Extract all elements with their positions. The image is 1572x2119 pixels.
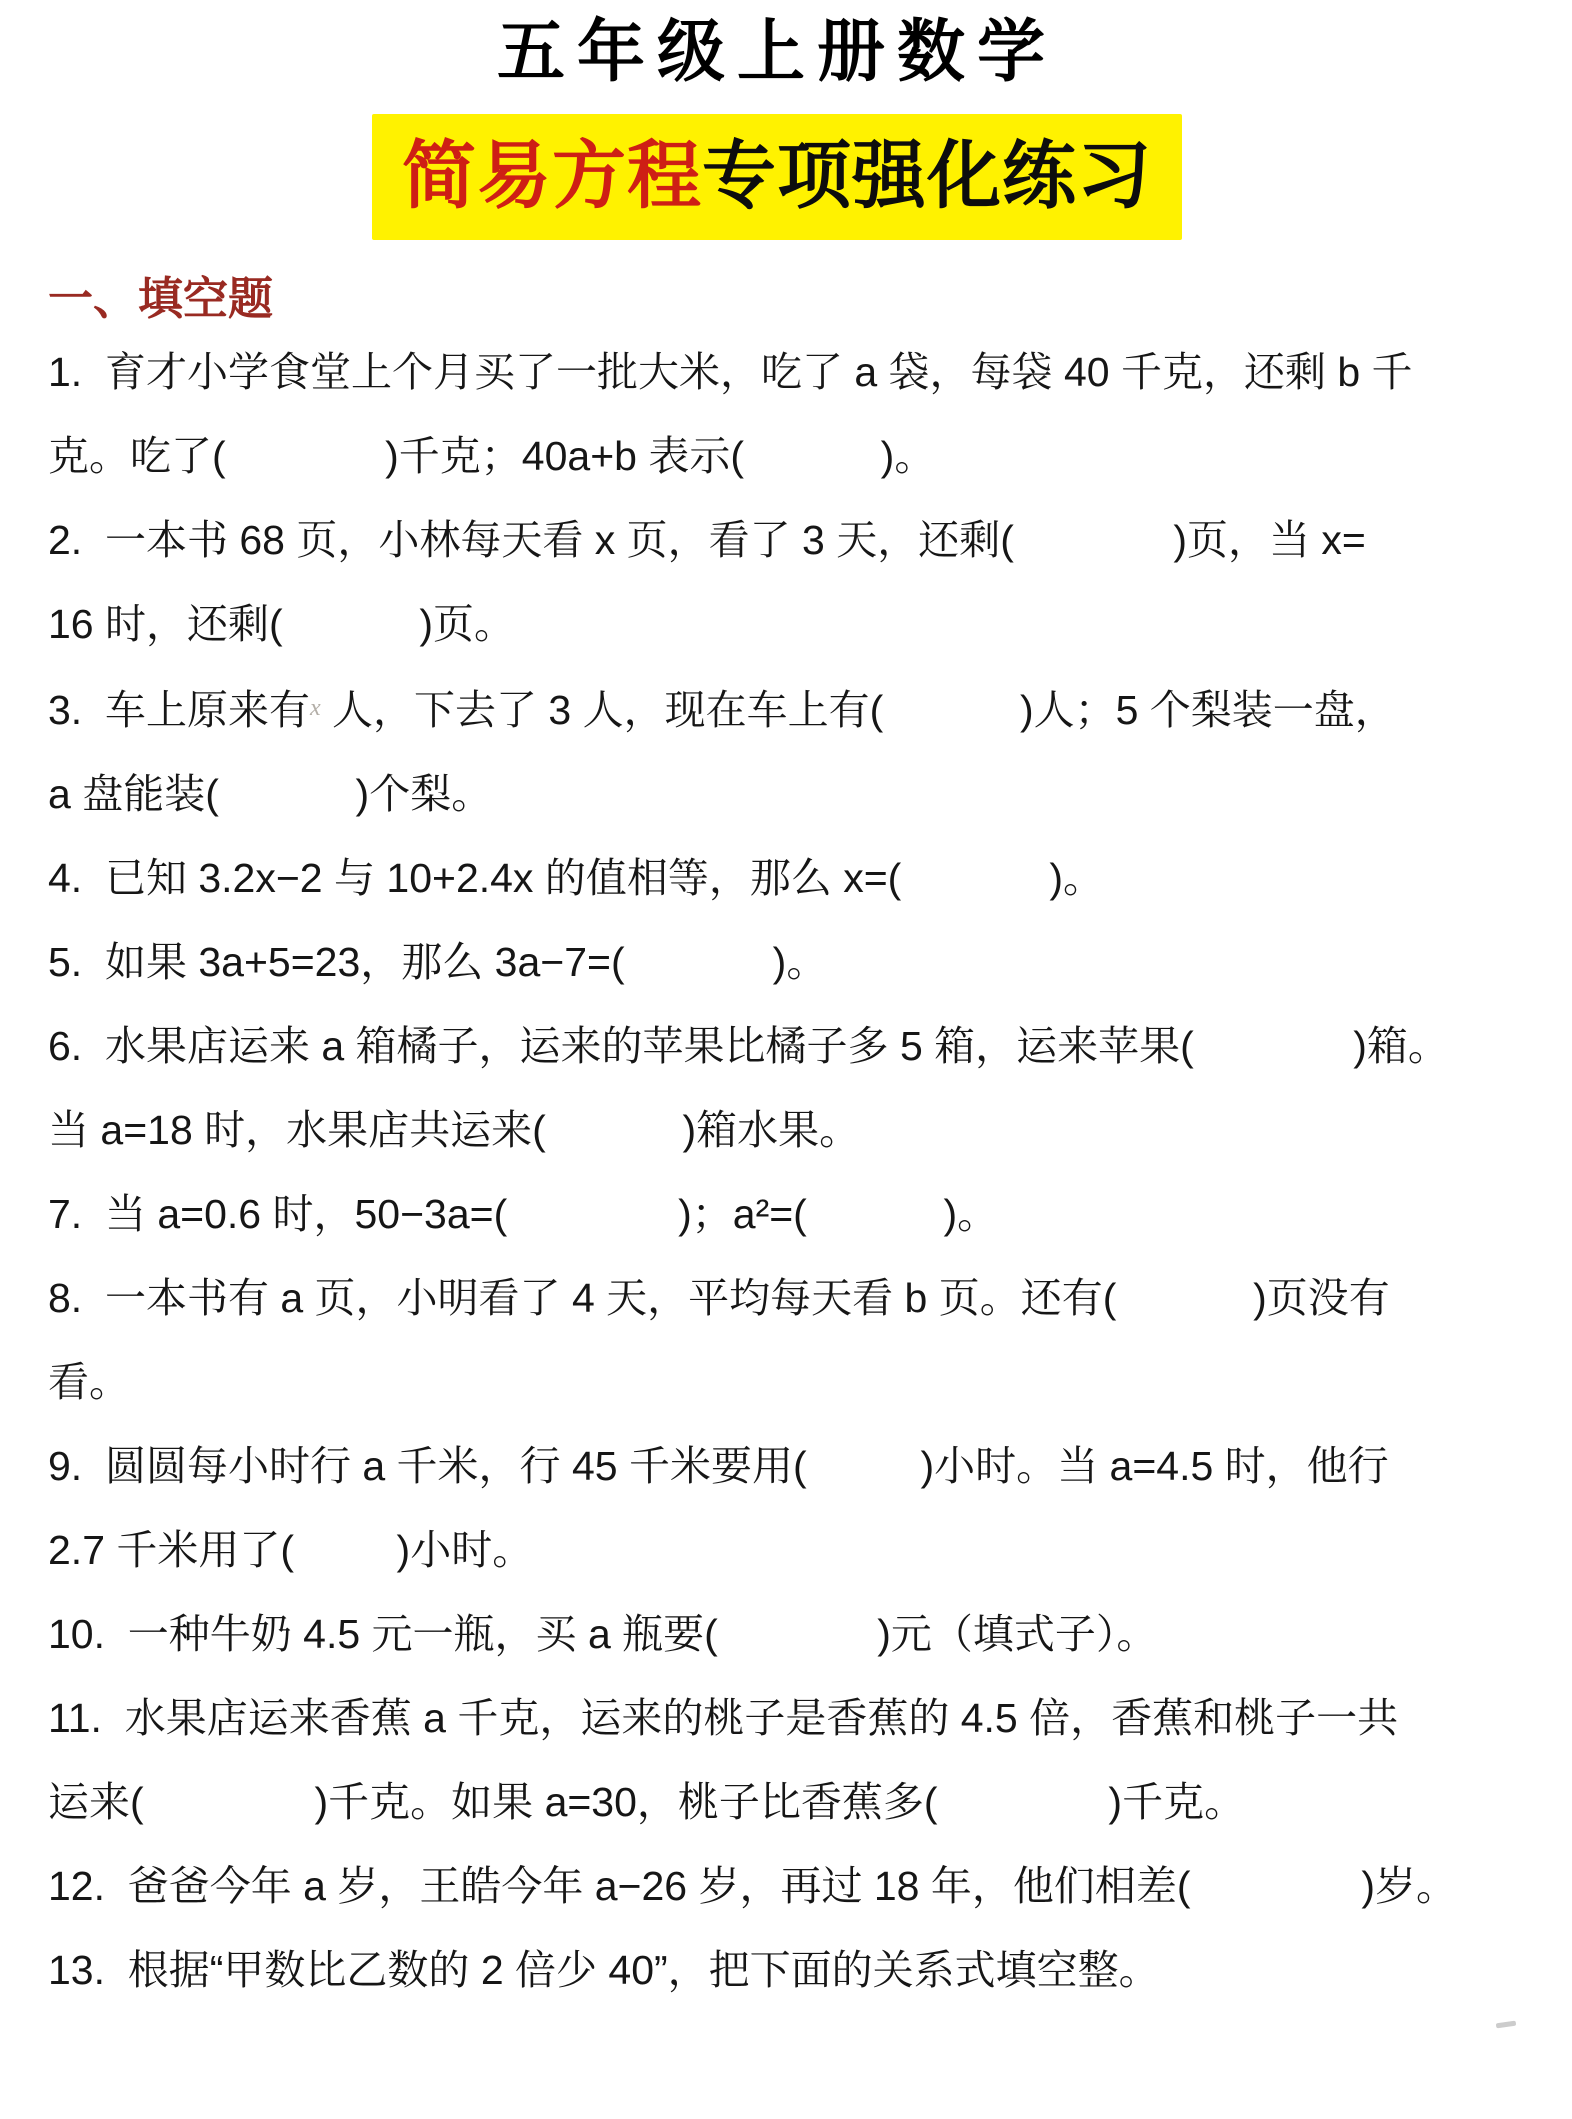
question-8	[48, 1256, 1506, 1424]
worksheet-page	[0, 14, 1572, 2119]
question-line: 16 时，还剩( )页。	[48, 601, 515, 647]
page-title: 五年级上册数学	[496, 14, 1057, 90]
question-text: 3. 车上原来有	[48, 687, 310, 733]
question-9	[48, 1424, 1506, 1592]
question-5	[48, 920, 1506, 1004]
banner-highlight-text: 简易方程	[402, 134, 702, 217]
scan-artifact-mark	[1496, 2021, 1517, 2029]
question-line: 7. 当 a=0.6 时，50−3a=( )；a²=( )。	[48, 1191, 999, 1237]
question-line: 4. 已知 3.2x−2 与 10+2.4x 的值相等，那么 x=( )。	[48, 855, 1105, 901]
question-10	[48, 1592, 1506, 1676]
question-6	[48, 1004, 1506, 1172]
question-4	[48, 836, 1506, 920]
question-11	[48, 1676, 1506, 1844]
question-line: 13. 根据“甲数比乙数的 2 倍少 40”，把下面的关系式填空整。	[48, 1947, 1160, 1993]
question-line: a 盘能装( )个梨。	[48, 771, 493, 817]
question-line: 当 a=18 时，水果店共运来( )箱水果。	[48, 1107, 861, 1153]
question-13	[48, 1928, 1506, 2012]
question-line: 5. 如果 3a+5=23，那么 3a−7=( )。	[48, 939, 828, 985]
banner-rest-text: 专项强化练习	[702, 134, 1152, 217]
highlight-banner-row	[48, 114, 1506, 240]
question-line: 看。	[48, 1359, 130, 1405]
question-3	[48, 666, 1506, 836]
question-line: 10. 一种牛奶 4.5 元一瓶，买 a 瓶要( )元（填式子）。	[48, 1611, 1158, 1657]
question-7	[48, 1172, 1506, 1256]
question-line: 运来( )千克。如果 a=30，桃子比香蕉多( )千克。	[48, 1779, 1246, 1825]
highlight-banner	[372, 114, 1182, 240]
question-line: 克。吃了( )千克；40a+b 表示( )。	[48, 433, 936, 479]
question-line	[48, 666, 1506, 752]
question-line: 12. 爸爸今年 a 岁，王皓今年 a−26 岁，再过 18 年，他们相差( )岁。	[48, 1863, 1458, 1909]
question-line: 2.7 千米用了( )小时。	[48, 1527, 534, 1573]
question-line: 11. 水果店运来香蕉 a 千克，运来的桃子是香蕉的 4.5 倍，香蕉和桃子一共	[48, 1695, 1399, 1741]
question-line: 8. 一本书有 a 页，小明看了 4 天，平均每天看 b 页。还有( )页没有	[48, 1275, 1390, 1321]
question-line: 1. 育才小学食堂上个月买了一批大米，吃了 a 袋，每袋 40 千克，还剩 b 千	[48, 349, 1413, 395]
question-1	[48, 330, 1506, 498]
question-list	[48, 330, 1506, 2012]
faint-x-variable: x	[309, 695, 321, 721]
question-12	[48, 1844, 1506, 1928]
question-2	[48, 498, 1506, 666]
question-line: 2. 一本书 68 页，小林每天看 x 页，看了 3 天，还剩( )页，当 x=	[48, 517, 1366, 563]
question-line: 6. 水果店运来 a 箱橘子，运来的苹果比橘子多 5 箱，运来苹果( )箱。	[48, 1023, 1449, 1069]
question-line: 9. 圆圆每小时行 a 千米，行 45 千米要用( )小时。当 a=4.5 时，他行	[48, 1443, 1389, 1489]
section-heading: 一、填空题	[48, 273, 274, 324]
question-text: 人，下去了 3 人，现在车上有( )人；5 个梨装一盘，	[320, 687, 1396, 733]
